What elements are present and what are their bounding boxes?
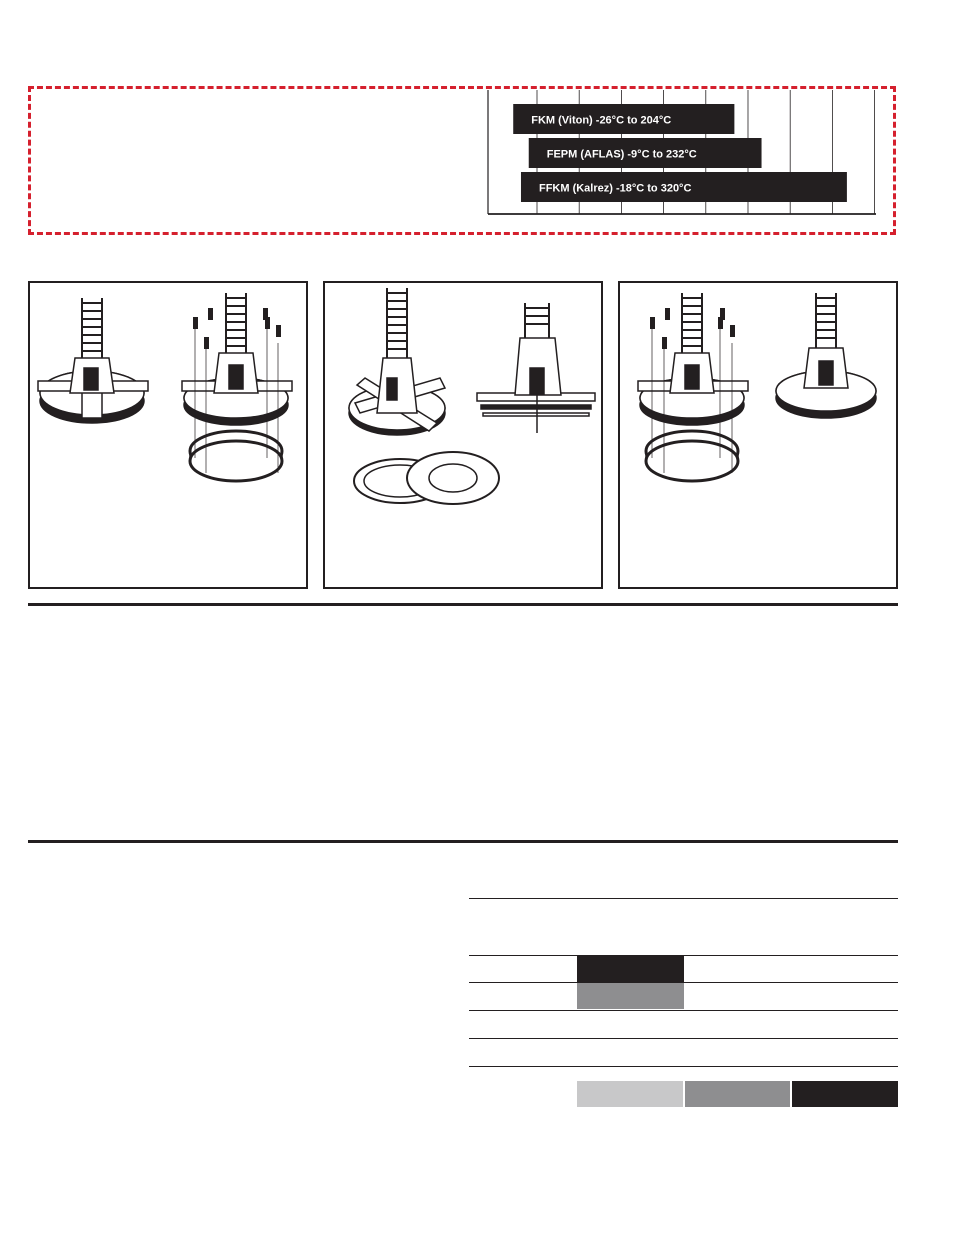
flange-reassembly-illustration [620, 283, 896, 587]
temperature-range-label: FEPM (AFLAS) -9°C to 232°C [546, 148, 697, 161]
flange-assembly-illustration [30, 283, 306, 587]
table-rule [469, 1010, 898, 1011]
table-rule [469, 1038, 898, 1039]
table-cell-dark [577, 956, 684, 982]
legend-swatch-light [577, 1081, 683, 1107]
illustration-panel-3 [618, 281, 898, 589]
legend-swatch-dark [792, 1081, 898, 1107]
section-divider [28, 603, 898, 606]
table-cell-mid [577, 983, 684, 1009]
illustration-panel-2 [323, 281, 603, 589]
gasket-exploded-illustration [325, 283, 601, 587]
table-rule [469, 1066, 898, 1067]
section-divider [28, 840, 898, 843]
table-rule [469, 898, 898, 899]
legend-swatch-mid [685, 1081, 790, 1107]
temperature-range-chart [486, 90, 878, 216]
temperature-range-label: FFKM (Kalrez) -18°C to 320°C [538, 182, 692, 195]
illustration-panel-1 [28, 281, 308, 589]
temperature-range-label: FKM (Viton) -26°C to 204°C [531, 114, 672, 127]
